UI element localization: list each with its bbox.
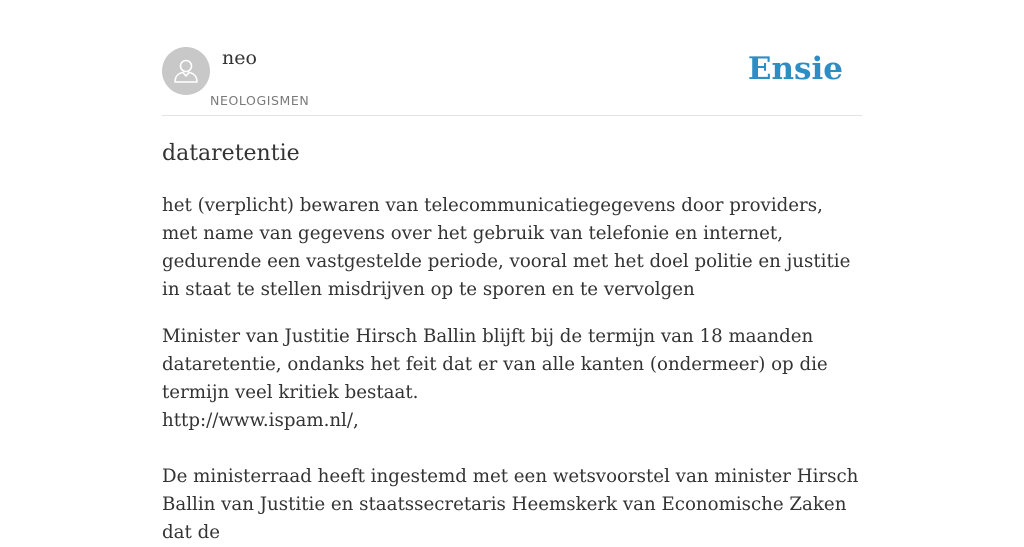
example-spacer bbox=[162, 435, 862, 463]
category-label[interactable]: NEOLOGISMEN bbox=[210, 93, 310, 108]
example-source: http://www.ispam.nl/, bbox=[162, 410, 359, 431]
entry-container bbox=[162, 0, 862, 543]
example-quote: Minister van Justitie Hirsch Ballin blijft bij de termijn van 18 maanden dataretentie, ondanks het feit dat er van alle kanten (ondermeer) op die termijn veel kritiek bestaat. bbox=[162, 326, 828, 403]
user-icon bbox=[162, 47, 210, 95]
entry-definition: het (verplicht) bewaren van telecommunicatiegegevens door providers, met name van gegevens over het gebruik van telefonie en internet, gedurende een vastgestelde periode, vooral met het doel politie en justitie in staat te stellen misdrijven op te sporen en te vervolgen bbox=[162, 195, 851, 300]
entry-title: dataretentie bbox=[162, 141, 300, 166]
brand-logo[interactable]: Ensie bbox=[747, 51, 843, 87]
header bbox=[162, 0, 862, 116]
avatar[interactable] bbox=[162, 47, 210, 95]
example-second: De ministerraad heeft ingestemd met een wetsvoorstel van minister Hirsch Ballin van Justitie en staatssecretaris Heemskerk van Economische Zaken dat de bbox=[162, 466, 859, 543]
entry-example bbox=[162, 323, 862, 547]
username-link[interactable]: neo bbox=[222, 47, 257, 69]
